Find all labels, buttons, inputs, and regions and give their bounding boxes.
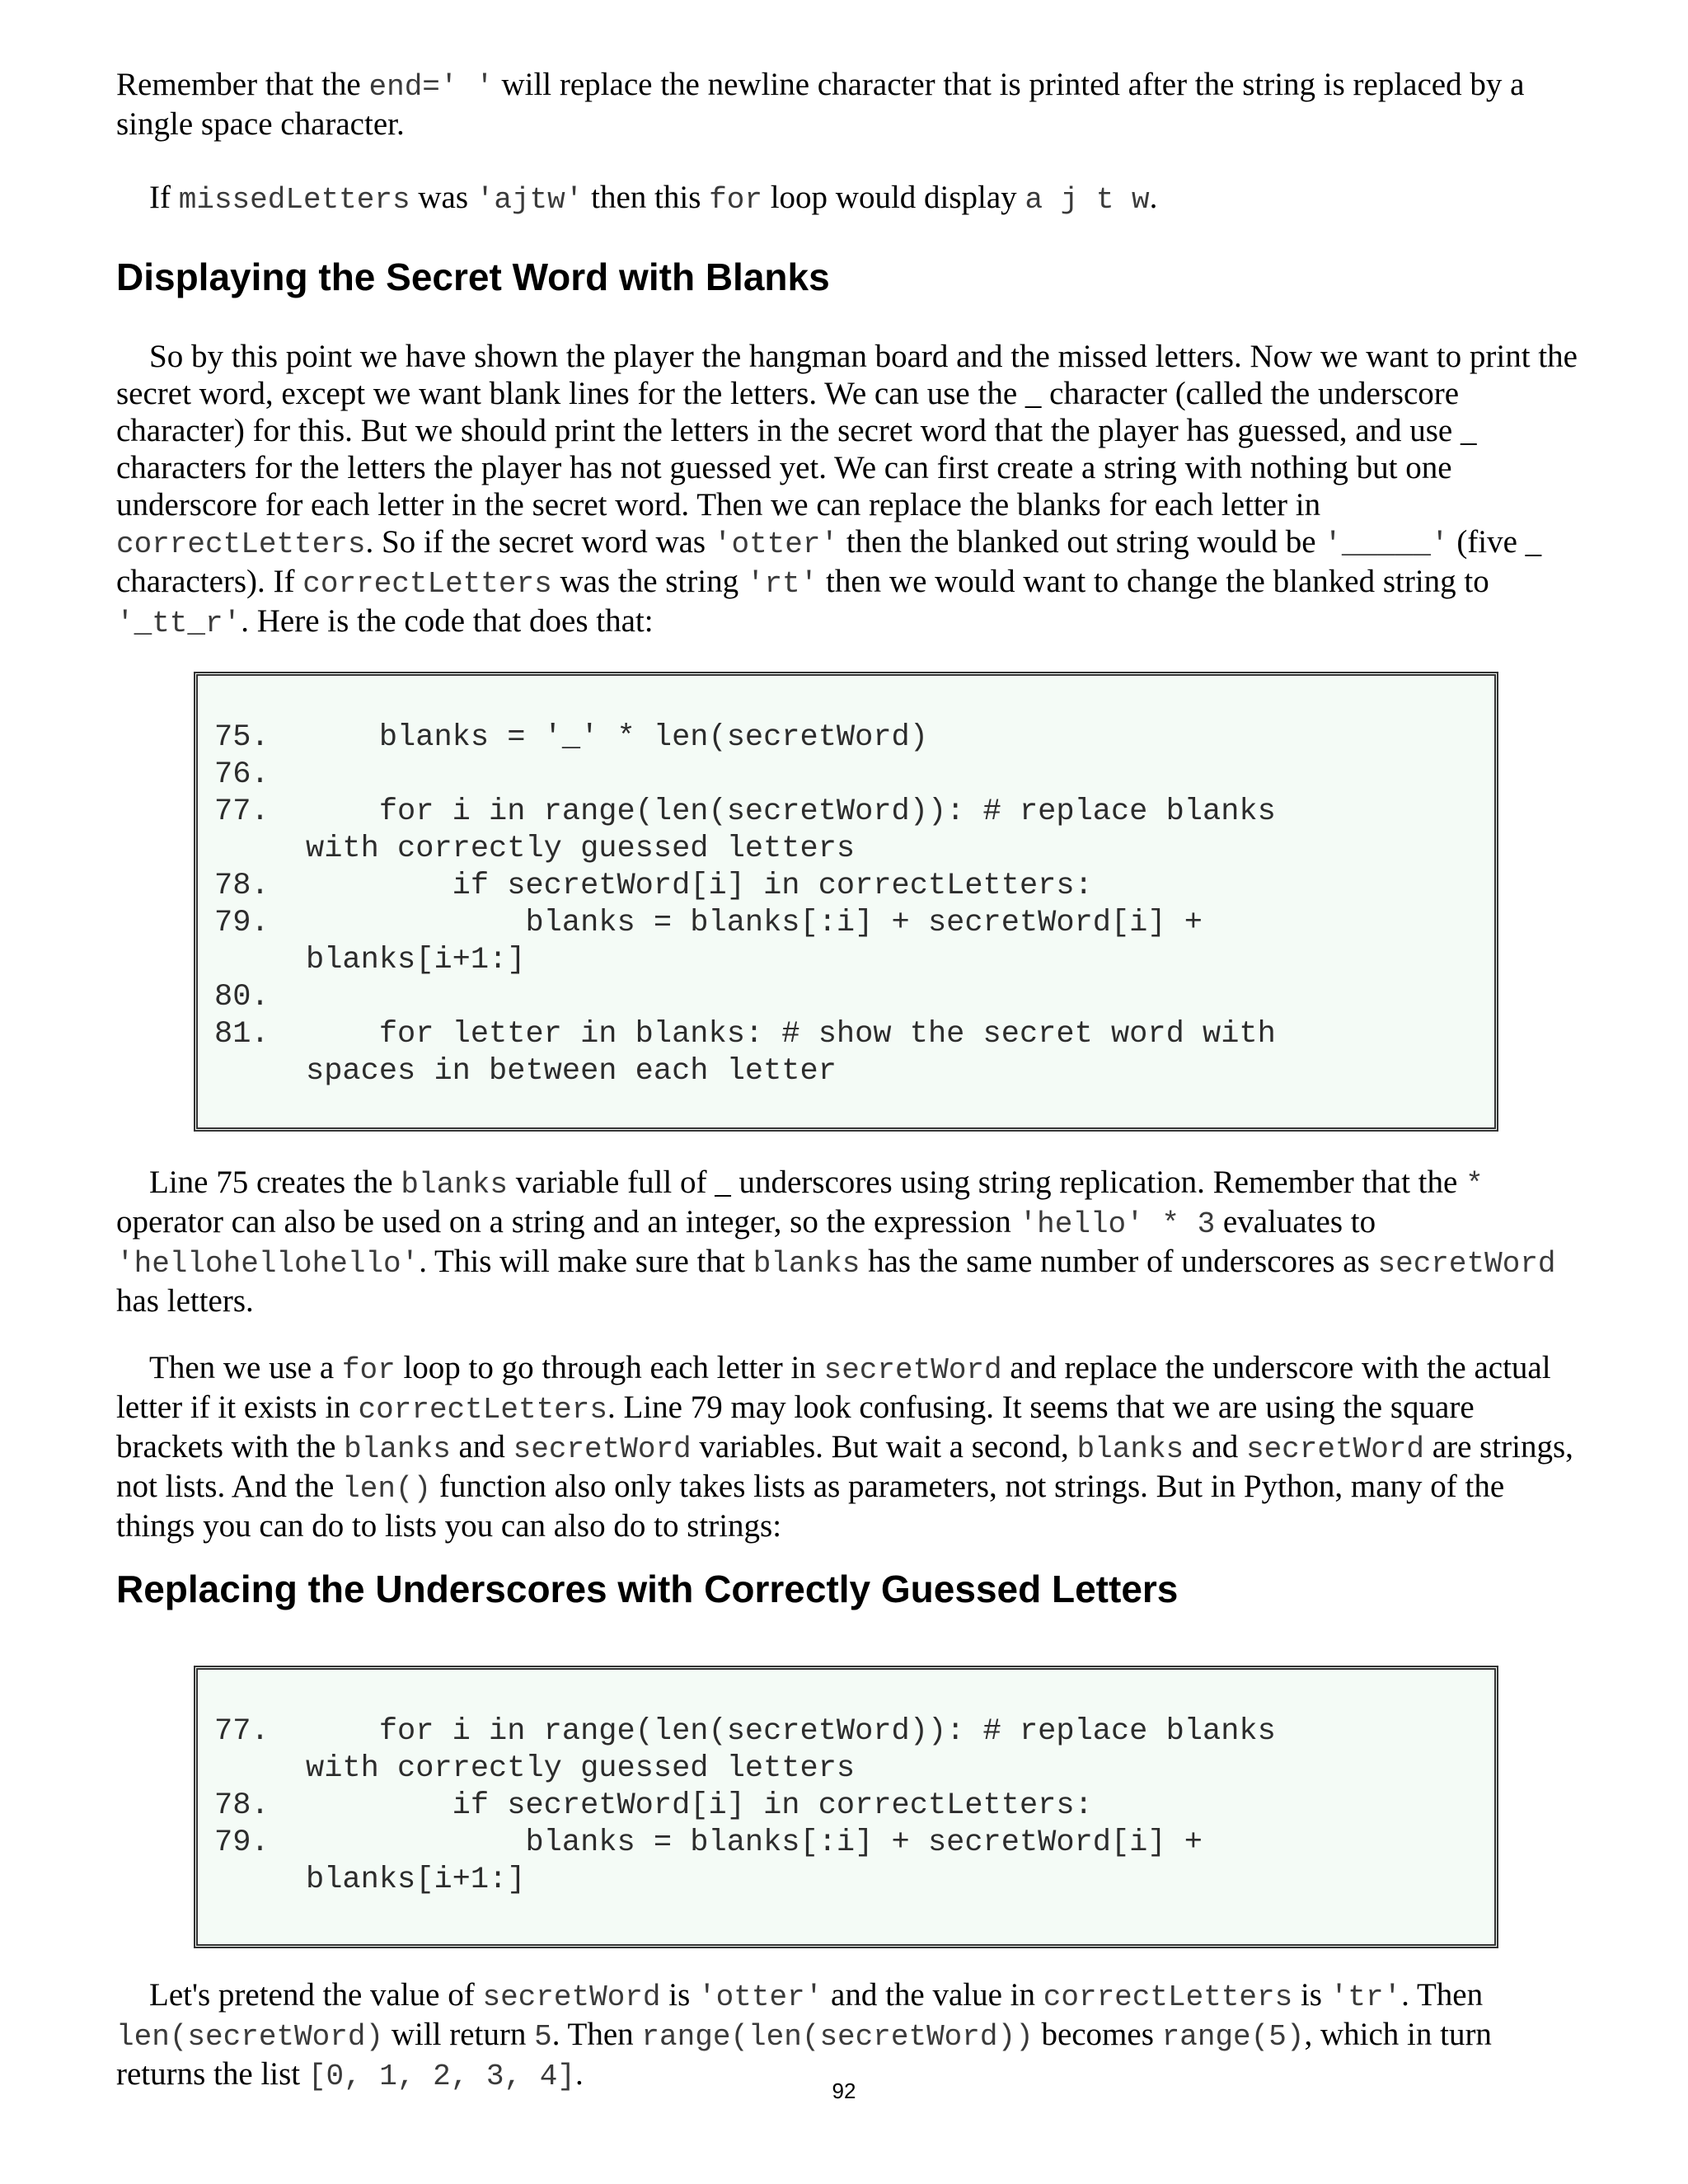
inline-code: secretWord xyxy=(1245,1432,1425,1466)
text: . xyxy=(574,2056,584,2092)
text: function also only takes lists as parameters, not strings. But in Python, many of the things you can do to lists you can also do to strings: xyxy=(116,1469,1505,1544)
text: loop to go through each letter in xyxy=(395,1350,824,1385)
inline-code: 'otter' xyxy=(713,527,839,561)
inline-code: correctLetters xyxy=(1043,1980,1293,2014)
inline-code: correctLetters xyxy=(302,567,552,601)
inline-code: 'hellohellohello' xyxy=(116,1247,420,1281)
paragraph-for-loop xyxy=(116,1349,1583,1544)
paragraph-blanks-intro xyxy=(116,338,1583,642)
inline-code: len(secretWord) xyxy=(116,2020,384,2054)
text: (five _ characters). If xyxy=(116,524,1542,599)
text: evaluates to xyxy=(1215,1204,1376,1240)
paragraph-end-parameter xyxy=(116,66,1583,143)
inline-code: blanks xyxy=(753,1247,860,1281)
text: . Then xyxy=(1401,1977,1484,2013)
inline-code: '_tt_r' xyxy=(116,607,241,640)
section-heading: Replacing the Underscores with Correctly Guessed Letters xyxy=(116,1568,1179,1610)
code-listing-box xyxy=(194,1666,1498,1948)
inline-code: range(5) xyxy=(1161,2020,1305,2054)
inline-code: range(len(secretWord)) xyxy=(641,2020,1034,2054)
inline-code: '_____' xyxy=(1324,527,1449,561)
text: and xyxy=(1184,1429,1246,1465)
text: is xyxy=(660,1977,699,2013)
text: Remember that the xyxy=(116,67,369,102)
inline-code: secretWord xyxy=(1377,1247,1556,1281)
inline-code: secretWord xyxy=(823,1353,1002,1387)
text: will replace the newline character that is printed after the string is replaced by a single space character. xyxy=(116,67,1525,142)
text: . So if the secret word was xyxy=(365,524,714,560)
text: Line 75 creates the xyxy=(149,1165,401,1200)
text: loop would display xyxy=(762,180,1025,215)
inline-code: 'ajtw' xyxy=(476,183,584,217)
text: , which in turn returns the list xyxy=(116,2017,1492,2092)
text: variable full of _ underscores using string replication. Remember that the xyxy=(507,1165,1466,1200)
inline-code: 'tr' xyxy=(1329,1980,1402,2014)
code-listing-box xyxy=(194,672,1498,1132)
text: Let's pretend the value of xyxy=(149,1977,483,2013)
paragraph-range-example xyxy=(116,1976,1583,2095)
inline-code: correctLetters xyxy=(358,1393,607,1427)
text: operator can also be used on a string and an integer, so the expression xyxy=(116,1204,1020,1240)
text: . This will make sure that xyxy=(419,1244,753,1279)
inline-code: for xyxy=(341,1353,396,1387)
text: Then we use a xyxy=(149,1350,342,1385)
code-listing: 75. blanks = '_' * len(secretWord) 76. 77. for i in range(len(secretWord)): # replace blanks with correctly guessed letters 78. if secretWord[i] in correctLetters: 79. blanks = blanks[:i] + secretWord[i] + blanks[i+1:] 80. 81. for letter in blanks: # show the secret word with spaces in between each letter xyxy=(214,720,1276,1089)
text: variables. But wait a second, xyxy=(691,1429,1077,1465)
text: was xyxy=(410,180,476,215)
text: are strings, not lists. And the xyxy=(116,1429,1573,1504)
page-number: 92 xyxy=(832,2079,856,2103)
text: then this xyxy=(583,180,710,215)
text: becomes xyxy=(1033,2017,1162,2052)
text: If xyxy=(149,180,179,215)
text: is xyxy=(1292,1977,1330,2013)
inline-code: blanks xyxy=(401,1168,508,1202)
inline-code: a j t w xyxy=(1025,183,1150,217)
text: has the same number of underscores as xyxy=(860,1244,1378,1279)
inline-code: 5 xyxy=(534,2020,552,2054)
inline-code: secretWord xyxy=(513,1432,692,1466)
inline-code: * xyxy=(1465,1168,1484,1202)
text: . Here is the code that does that: xyxy=(241,603,654,639)
text: and xyxy=(450,1429,513,1465)
text: has letters. xyxy=(116,1283,254,1319)
paragraph-missed-letters xyxy=(116,179,1583,218)
text: . Line 79 may look confusing. It seems that we are using the square brackets with the xyxy=(116,1390,1475,1465)
inline-code: len() xyxy=(342,1472,432,1506)
paragraph-string-replication xyxy=(116,1164,1583,1319)
text: will return xyxy=(383,2017,535,2052)
text: . Then xyxy=(551,2017,642,2052)
text: then the blanked out string would be xyxy=(838,524,1325,560)
code-listing: 77. for i in range(len(secretWord)): # replace blanks with correctly guessed letters 78. if secretWord[i] in correctLetters: 79. blanks = blanks[:i] + secretWord[i] + blanks[i+1:] xyxy=(214,1714,1276,1897)
inline-code: 'otter' xyxy=(698,1980,823,2014)
text: . xyxy=(1149,180,1158,215)
inline-code: for xyxy=(709,183,762,217)
inline-code: secretWord xyxy=(482,1980,661,2014)
inline-code: [0, 1, 2, 3, 4] xyxy=(307,2060,575,2093)
inline-code: end=' ' xyxy=(368,70,494,104)
inline-code: blanks xyxy=(1076,1432,1184,1466)
text: and the value in xyxy=(823,1977,1043,2013)
inline-code: blanks xyxy=(344,1432,451,1466)
text: then we would want to change the blanked string to xyxy=(818,564,1489,599)
text: was the string xyxy=(551,564,747,599)
section-heading: Displaying the Secret Word with Blanks xyxy=(116,255,830,298)
inline-code: correctLetters xyxy=(116,527,366,561)
text: So by this point we have shown the player the hangman board and the missed letters. Now we want to print the secret word, except we want blank lines for the letters. We can use the _ character (called the underscore character) for this. But we should print the letters in the secret word that the player has guessed, and use _ characters for the letters the player has not guessed yet. We can first create a string with nothing but one underscore for each letter in the secret word. Then we can replace the blanks for each letter in xyxy=(116,339,1578,523)
inline-code: 'hello' * 3 xyxy=(1019,1207,1216,1241)
text: and replace the underscore with the actual letter if it exists in xyxy=(116,1350,1551,1425)
inline-code: 'rt' xyxy=(746,567,818,601)
inline-code: missedLetters xyxy=(178,183,410,217)
